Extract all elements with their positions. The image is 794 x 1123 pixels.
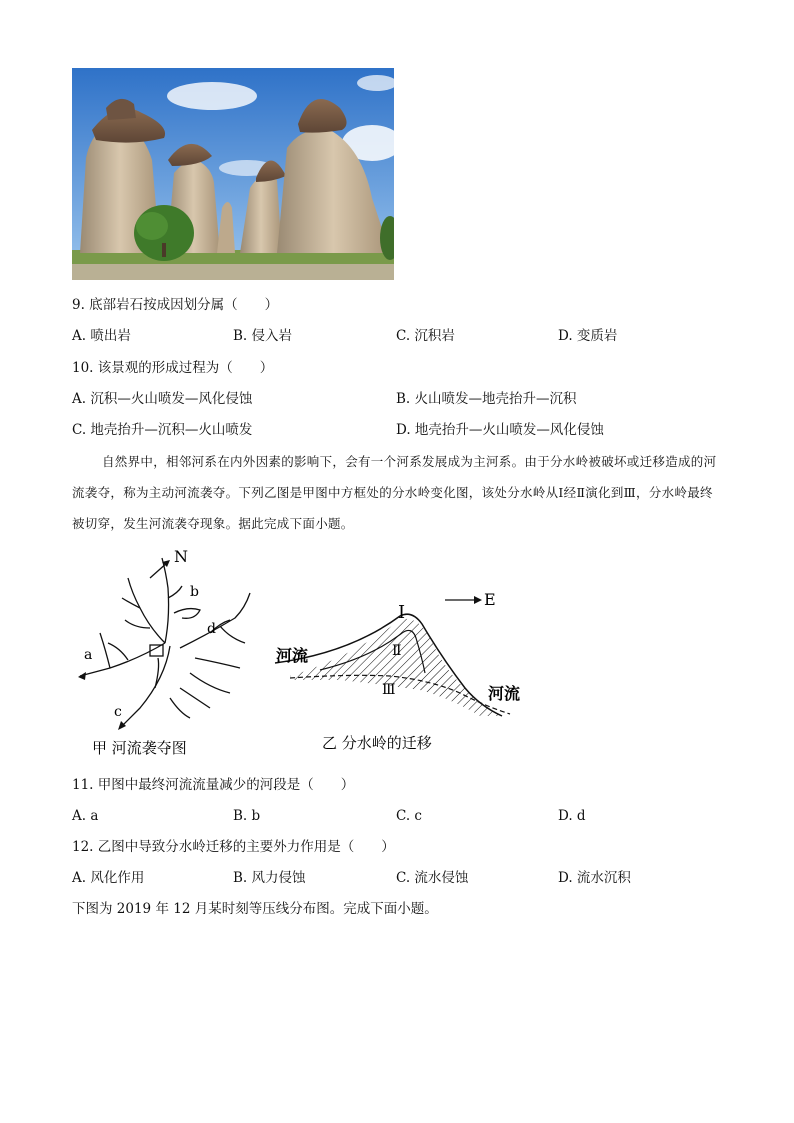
q12-option-a: A. 风化作用 bbox=[72, 870, 145, 886]
profile-ii-label: Ⅱ bbox=[392, 643, 402, 659]
q12-option-d: D. 流水沉积 bbox=[558, 870, 631, 886]
label-a: a bbox=[84, 647, 93, 663]
q11-option-d: D. d bbox=[558, 808, 586, 824]
q10-option-c: C. 地壳抬升—沉积—火山喷发 bbox=[72, 422, 253, 438]
q11-option-c: C. c bbox=[396, 808, 422, 824]
question-11-stem: 11. 甲图中最终河流流量减少的河段是（ ） bbox=[72, 777, 355, 793]
q9-option-b: B. 侵入岩 bbox=[233, 328, 293, 344]
river-capture-figure bbox=[70, 548, 540, 758]
caption-yi: 乙 分水岭的迁移 bbox=[322, 734, 432, 752]
label-c: c bbox=[114, 704, 122, 720]
q12-option-b: B. 风力侵蚀 bbox=[233, 870, 306, 886]
caption-jia: 甲 河流袭夺图 bbox=[92, 739, 187, 757]
question-9-stem: 9. 底部岩石按成因划分属（ ） bbox=[72, 297, 279, 313]
river-label-right: 河流 bbox=[488, 684, 521, 703]
reading-passage: 自然界中，相邻河系在内外因素的影响下，会有一个河系发展成为主河系。由于分水岭被破坏或迁移造成的河流袭夺，称为主动河流袭夺。下列乙图是甲图中方框处的分水岭变化图，该处分水岭从Ⅰ经Ⅱ演化到Ⅲ，分水岭最终被切穿，发生河流袭夺现象。据此完成下面小题。 bbox=[72, 454, 717, 531]
river-network-diagram bbox=[78, 558, 250, 730]
profile-i-label: Ⅰ bbox=[398, 602, 406, 623]
rock-pillars-photo bbox=[72, 68, 394, 280]
east-label: E bbox=[484, 590, 496, 609]
label-d: d bbox=[207, 621, 216, 637]
next-section-intro: 下图为 2019 年 12 月某时刻等压线分布图。完成下面小题。 bbox=[72, 901, 438, 917]
q10-option-d: D. 地壳抬升—火山喷发—风化侵蚀 bbox=[396, 422, 604, 438]
q10-option-b: B. 火山喷发—地壳抬升—沉积 bbox=[396, 391, 577, 407]
question-10-stem: 10. 该景观的形成过程为（ ） bbox=[72, 360, 274, 376]
question-12-stem: 12. 乙图中导致分水岭迁移的主要外力作用是（ ） bbox=[72, 839, 395, 855]
river-label-left: 河流 bbox=[276, 646, 309, 665]
label-b: b bbox=[190, 584, 199, 600]
q12-option-c: C. 流水侵蚀 bbox=[396, 870, 469, 886]
north-label: N bbox=[174, 548, 188, 566]
q9-option-a: A. 喷出岩 bbox=[72, 328, 131, 344]
profile-iii-label: Ⅲ bbox=[382, 682, 396, 698]
q9-option-d: D. 变质岩 bbox=[558, 328, 618, 344]
q11-option-b: B. b bbox=[233, 808, 261, 824]
q11-option-a: A. a bbox=[72, 808, 99, 824]
q10-option-a: A. 沉积—火山喷发—风化侵蚀 bbox=[72, 391, 253, 407]
q9-option-c: C. 沉积岩 bbox=[396, 328, 455, 344]
